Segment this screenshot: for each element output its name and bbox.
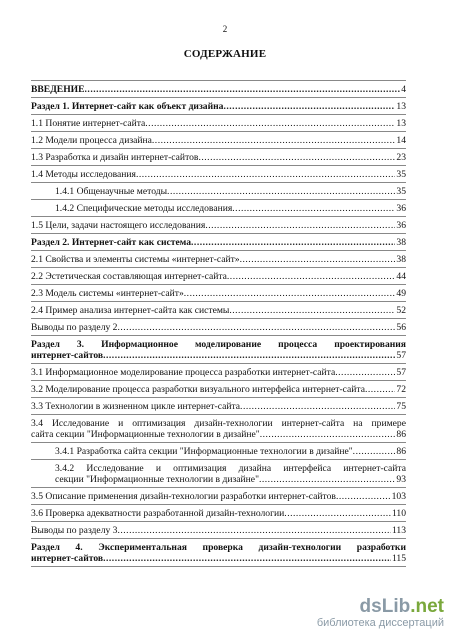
toc-entry xyxy=(31,166,406,183)
toc-entry-text: ВВЕДЕНИЕ xyxy=(31,84,85,95)
toc-entry-text: секции "Информационные технологии в дизайне" xyxy=(55,474,259,485)
toc-entry xyxy=(31,443,406,460)
toc-entry xyxy=(31,488,406,505)
page-number: 2 xyxy=(222,24,228,34)
toc-entry-text: Выводы по разделу 2 xyxy=(31,322,118,333)
toc-entry xyxy=(31,539,406,567)
toc-entry-text: 2.1 Свойства и элементы системы «интернет-сайт» xyxy=(31,254,240,265)
watermark-subtitle: библиотека диссертаций xyxy=(316,617,444,629)
toc-page-number: 13 xyxy=(396,118,406,129)
toc-leader-dots xyxy=(85,84,401,95)
toc-entry xyxy=(31,460,406,488)
toc-page-number: 86 xyxy=(396,429,406,440)
toc-entry xyxy=(31,234,406,251)
toc-page-number: 56 xyxy=(396,322,406,333)
toc-page-number: 35 xyxy=(396,186,406,197)
toc-leader-dots xyxy=(198,152,395,163)
toc-leader-dots xyxy=(335,367,395,378)
toc-page-number: 86 xyxy=(396,446,406,457)
toc-page-number: 35 xyxy=(396,169,406,180)
toc-page-number: 38 xyxy=(396,254,406,265)
toc-entry-text: 3.1 Информационное моделирование процесса разработки интернет-сайта xyxy=(31,367,336,378)
toc-page-number: 52 xyxy=(396,305,406,316)
toc-page-number: 113 xyxy=(391,525,406,536)
toc-entry-text: сайта секции "Информационные технологии в дизайне" xyxy=(31,429,260,440)
toc-page-number: 4 xyxy=(401,84,406,95)
toc-entry xyxy=(31,415,406,443)
toc-entry xyxy=(31,302,406,319)
toc-page-number: 72 xyxy=(396,384,406,395)
toc-entry xyxy=(31,398,406,415)
toc-entry xyxy=(31,251,406,268)
toc-page-number: 93 xyxy=(396,474,406,485)
toc-entry xyxy=(31,217,406,234)
toc-entry xyxy=(31,200,406,217)
toc-entry-text-first-line: Раздел 3. Информационное моделирование процесса проектирования xyxy=(31,339,406,350)
toc-entry-text: 3.4.1 Разработка сайта секции "Информационные технологии в дизайне" xyxy=(55,446,353,457)
toc-leader-dots xyxy=(103,553,391,564)
toc-leader-dots xyxy=(103,350,395,361)
table-of-contents xyxy=(31,80,406,567)
toc-page-number: 13 xyxy=(396,101,406,112)
toc-entry xyxy=(31,522,406,539)
toc-page-number: 23 xyxy=(396,152,406,163)
toc-entry-text: 3.3 Технологии в жизненном цикле интернет-сайта xyxy=(31,401,241,412)
toc-entry xyxy=(31,183,406,200)
toc-entry-text: 3.6 Проверка адекватности разработанной дизайн-технологии xyxy=(31,508,285,519)
toc-entry-text: 3.2 Моделирование процесса разработки визуального интерфейса интернет-сайта xyxy=(31,384,365,395)
toc-leader-dots xyxy=(232,203,395,214)
toc-entry xyxy=(31,81,406,98)
toc-page-number: 103 xyxy=(391,491,406,502)
toc-leader-dots xyxy=(152,135,396,146)
toc-entry-text: 1.4.2 Специфические методы исследования xyxy=(55,203,233,214)
toc-entry xyxy=(31,336,406,364)
toc-leader-dots xyxy=(229,305,395,316)
page-title: СОДЕРЖАНИЕ xyxy=(183,48,267,60)
toc-entry xyxy=(31,98,406,115)
toc-entry-text: 1.3 Разработка и дизайн интернет-сайтов xyxy=(31,152,199,163)
toc-page-number: 110 xyxy=(391,508,406,519)
toc-leader-dots xyxy=(284,508,391,519)
toc-page-number: 38 xyxy=(396,237,406,248)
toc-leader-dots xyxy=(167,186,395,197)
toc-entry-text-first-line: Раздел 4. Экспериментальная проверка дизайн-технологии разработки xyxy=(31,542,406,553)
toc-page-number: 49 xyxy=(396,288,406,299)
toc-leader-dots xyxy=(205,220,395,231)
toc-entry-text: 1.4.1 Общенаучные методы xyxy=(55,186,168,197)
toc-leader-dots xyxy=(223,101,395,112)
toc-leader-dots xyxy=(240,401,395,412)
toc-entry-text: 1.5 Цели, задачи настоящего исследования xyxy=(31,220,206,231)
toc-entry-text: интернет-сайтов xyxy=(31,553,104,564)
toc-leader-dots xyxy=(353,446,396,457)
toc-leader-dots xyxy=(136,169,395,180)
toc-entry xyxy=(31,505,406,522)
toc-entry-text: 1.4 Методы исследования xyxy=(31,169,136,180)
toc-page-number: 44 xyxy=(396,271,406,282)
toc-leader-dots xyxy=(336,491,391,502)
toc-page-number: 75 xyxy=(396,401,406,412)
toc-page-number: 14 xyxy=(396,135,406,146)
toc-entry-text: Раздел 1. Интернет-сайт как объект дизайна xyxy=(31,101,224,112)
toc-leader-dots xyxy=(227,271,396,282)
toc-entry-text-first-line: 3.4 Исследование и оптимизация дизайн-технологии интернет-сайта на примере xyxy=(31,418,406,429)
toc-page-number: 57 xyxy=(396,350,406,361)
toc-leader-dots xyxy=(184,288,396,299)
toc-leader-dots xyxy=(365,384,395,395)
toc-page-number: 36 xyxy=(396,220,406,231)
toc-entry xyxy=(31,149,406,166)
toc-entry-text: 2.3 Модель системы «интернет-сайт» xyxy=(31,288,184,299)
toc-leader-dots xyxy=(117,322,395,333)
toc-entry xyxy=(31,319,406,336)
toc-leader-dots xyxy=(145,118,395,129)
toc-entry-text: 1.2 Модели процесса дизайна xyxy=(31,135,152,146)
toc-leader-dots xyxy=(260,429,396,440)
watermark xyxy=(317,597,444,630)
toc-entry xyxy=(31,132,406,149)
toc-entry xyxy=(31,285,406,302)
toc-page-number: 115 xyxy=(391,553,406,564)
toc-leader-dots xyxy=(117,525,390,536)
toc-entry xyxy=(31,381,406,398)
toc-leader-dots xyxy=(259,474,395,485)
toc-leader-dots xyxy=(240,254,396,265)
toc-page-number: 36 xyxy=(396,203,406,214)
watermark-logo xyxy=(317,597,444,617)
toc-entry xyxy=(31,364,406,381)
toc-entry-text: 2.4 Пример анализа интернет-сайта как системы xyxy=(31,305,230,316)
toc-entry xyxy=(31,115,406,132)
toc-entry-text: интернет-сайтов xyxy=(31,350,104,361)
toc-entry-text: Выводы по разделу 3 xyxy=(31,525,118,536)
toc-entry-text: 3.5 Описание применения дизайн-технологии разработки интернет-сайтов xyxy=(31,491,336,502)
toc-entry-text-first-line: 3.4.2 Исследование и оптимизация дизайна интерфейса интернет-сайта xyxy=(55,463,406,474)
toc-entry-text: 1.1 Понятие интернет-сайта xyxy=(31,118,146,129)
toc-leader-dots xyxy=(191,237,395,248)
toc-page-number: 57 xyxy=(396,367,406,378)
toc-entry xyxy=(31,268,406,285)
toc-entry-text: Раздел 2. Интернет-сайт как система xyxy=(31,237,192,248)
toc-entry-text: 2.2 Эстетическая составляющая интернет-сайта xyxy=(31,271,227,282)
watermark-logo-suffix: .net xyxy=(410,596,444,617)
watermark-logo-main: dsLib xyxy=(359,596,411,617)
